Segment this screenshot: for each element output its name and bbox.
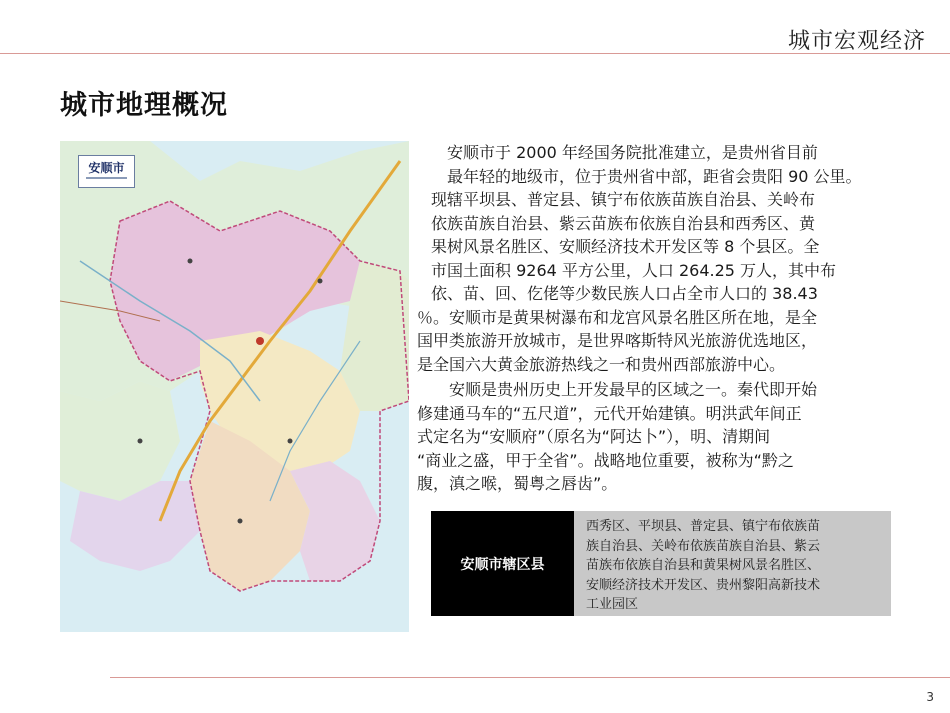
text-line: 安顺市于 2000 年经国务院批准建立，是贵州省目前: [431, 143, 818, 162]
districts-label: 安顺市辖区县: [431, 511, 574, 616]
districts-line: 西秀区、平坝县、普定县、镇宁布依族苗: [586, 519, 821, 534]
page-number: 3: [926, 690, 934, 704]
text-line: 依、苗、回、仡佬等少数民族人口占全市人口的 38.43: [431, 284, 818, 303]
map-scale-bar: [86, 177, 127, 179]
intro-paragraph: [417, 141, 901, 376]
text-line: 国甲类旅游开放城市，是世界喀斯特风光旅游优选地区，: [417, 331, 818, 350]
text-line: 现辖平坝县、普定县、镇宁布依族苗族自治县、关岭布: [431, 190, 816, 209]
text-line: 最年轻的地级市，位于贵州省中部，距省会贵阳 90 公里。: [431, 166, 862, 186]
text-line: 腹，滇之喉，蜀粤之唇齿”。: [417, 474, 618, 493]
map-legend-box: [78, 155, 135, 188]
text-line: “商业之盛，甲于全省”。战略地位重要，被称为“黔之: [417, 450, 794, 470]
text-line: ％。安顺市是黄果树瀑布和龙宫风景名胜区所在地，是全: [417, 307, 818, 327]
history-paragraph: [417, 378, 891, 496]
map-title: 安顺市: [88, 161, 125, 175]
districts-line: 工业园区: [586, 597, 639, 612]
text-line: 式定名为“安顺府”（原名为“阿达卜”），明、清期间: [417, 427, 771, 446]
districts-info-box: [431, 511, 891, 616]
districts-line: 苗族布依族自治县和黄果树风景名胜区、: [586, 558, 821, 573]
text-line: 安顺是贵州历史上开发最早的区域之一。秦代即开始: [417, 380, 818, 399]
text-line: 是全国六大黄金旅游热线之一和贵州西部旅游中心。: [417, 354, 786, 374]
section-title: 城市宏观经济: [787, 29, 926, 54]
districts-line: 安顺经济技术开发区、贵州黎阳高新技术: [586, 577, 821, 593]
map-graphic: [60, 141, 409, 632]
text-line: 市国土面积 9264 平方公里，人口 264.25 万人，其中布: [431, 260, 837, 280]
districts-line: 族自治县、关岭布依族苗族自治县、紫云: [586, 538, 821, 554]
text-line: 依族苗族自治县、紫云苗族布依族自治县和西秀区、黄: [431, 213, 816, 233]
page-title: 城市地理概况: [60, 90, 228, 121]
city-map: [60, 141, 409, 632]
footer-divider: [110, 677, 950, 678]
text-line: 修建通马车的“五尺道”，元代开始建镇。明洪武年间正: [417, 403, 802, 423]
text-line: 果树风景名胜区、安顺经济技术开发区等 8 个县区。全: [431, 237, 820, 256]
districts-list: [574, 511, 891, 616]
